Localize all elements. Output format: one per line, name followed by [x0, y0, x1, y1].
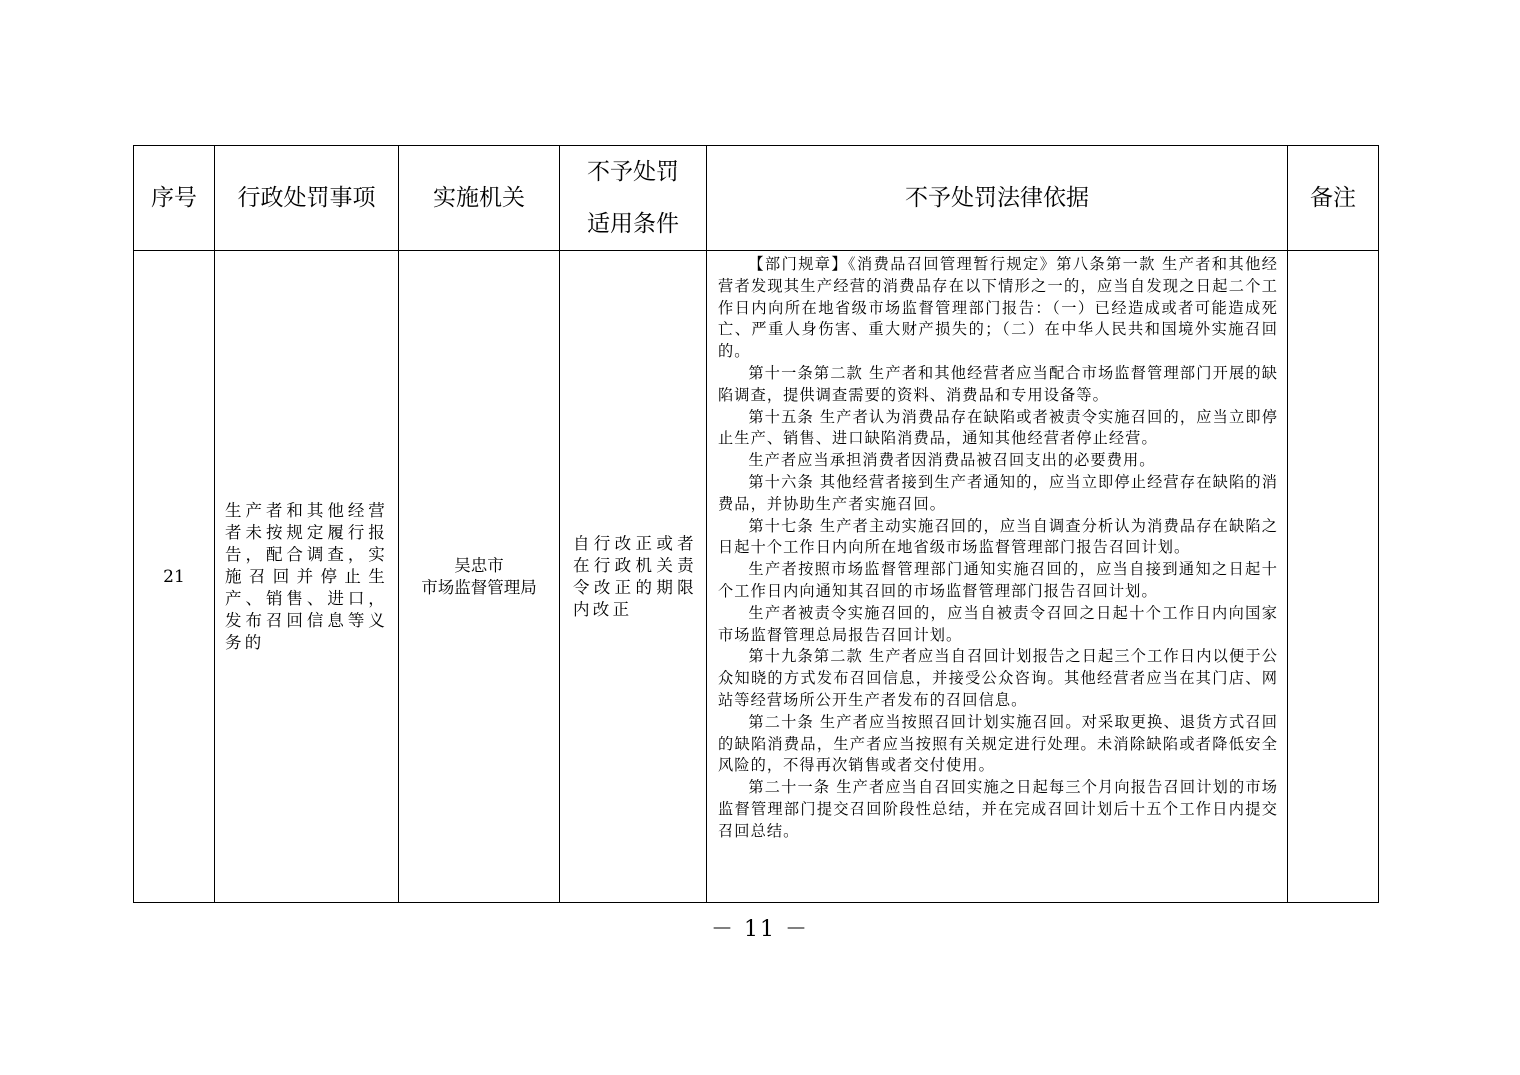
basis-paragraph: 第十九条第二款 生产者应当自召回计划报告之日起三个工作日内以便于公众知晓的方式发布召回信息，并接受公众咨询。其他经营者应当在其门店、网站等经营场所公开生产者发布的召回信息。 — [718, 647, 1278, 709]
basis-paragraph: 生产者被责令实施召回的，应当自被责令召回之日起十个工作日内向国家市场监督管理总局报告召回计划。 — [718, 603, 1278, 644]
header-seq: 序号 — [134, 146, 215, 251]
header-item: 行政处罚事项 — [215, 146, 399, 251]
basis-paragraph: 第二十一条 生产者应当自召回实施之日起每三个月向报告召回计划的市场监督管理部门提交召回阶段性总结，并在完成召回计划后十五个工作日内提交召回总结。 — [718, 778, 1278, 840]
penalty-table — [133, 145, 1379, 903]
header-agency: 实施机关 — [399, 146, 560, 251]
cell-note — [1288, 251, 1379, 903]
basis-paragraph: 生产者按照市场监督管理部门通知实施召回的，应当自接到通知之日起十个工作日内向通知其召回的市场监督管理部门报告召回计划。 — [718, 560, 1278, 600]
basis-paragraph: 第十一条第二款 生产者和其他经营者应当配合市场监督管理部门开展的缺陷调查，提供调查需要的资料、消费品和专用设备等。 — [718, 363, 1278, 404]
cell-seq: 21 — [134, 251, 215, 903]
basis-paragraph: 第十五条 生产者认为消费品存在缺陷或者被责令实施召回的，应当立即停止生产、销售、进口缺陷消费品，通知其他经营者停止经营。 — [718, 407, 1278, 448]
header-condition — [560, 146, 707, 251]
agency-line2: 市场监督管理局 — [421, 577, 537, 597]
table-header-row — [134, 146, 1379, 251]
cell-condition: 自行改正或者在行政机关责令改正的期限内改正 — [560, 251, 707, 903]
table-row — [134, 251, 1379, 903]
basis-paragraph: 【部门规章】《消费品召回管理暂行规定》第八条第一款 生产者和其他经营者发现其生产经营的消费品存在以下情形之一的，应当自发现之日起二个工作日内向所在地省级市场监督管理部门报告：（一）已经造成或者可能造成死亡、严重人身伤害、重大财产损失的；（二）在中华人民共和国境外实施召回的。 — [718, 255, 1278, 361]
cell-legal-basis — [707, 251, 1288, 903]
agency-line1: 吴忠市 — [454, 555, 504, 575]
header-basis: 不予处罚法律依据 — [707, 146, 1288, 251]
basis-paragraph: 第二十条 生产者应当按照召回计划实施召回。对采取更换、退货方式召回的缺陷消费品，生产者应当按照有关规定进行处理。未消除缺陷或者降低安全风险的，不得再次销售或者交付使用。 — [718, 712, 1278, 775]
page-number: － 11 － — [711, 917, 809, 942]
cell-agency — [399, 251, 560, 903]
basis-paragraph: 第十六条 其他经营者接到生产者通知的，应当立即停止经营存在缺陷的消费品，并协助生产者实施召回。 — [718, 472, 1278, 513]
basis-paragraph: 生产者应当承担消费者因消费品被召回支出的必要费用。 — [748, 451, 1156, 470]
cell-item: 生产者和其他经营者未按规定履行报告，配合调查，实施召回并停止生产、销售、进口，发布召回信息等义务的 — [215, 251, 399, 903]
header-condition-line2: 适用条件 — [587, 211, 679, 237]
header-note: 备注 — [1288, 146, 1379, 251]
basis-paragraph: 第十七条 生产者主动实施召回的，应当自调查分析认为消费品存在缺陷之日起十个工作日内向所在地省级市场监督管理部门报告召回计划。 — [718, 516, 1278, 557]
header-condition-line1: 不予处罚 — [587, 159, 679, 185]
